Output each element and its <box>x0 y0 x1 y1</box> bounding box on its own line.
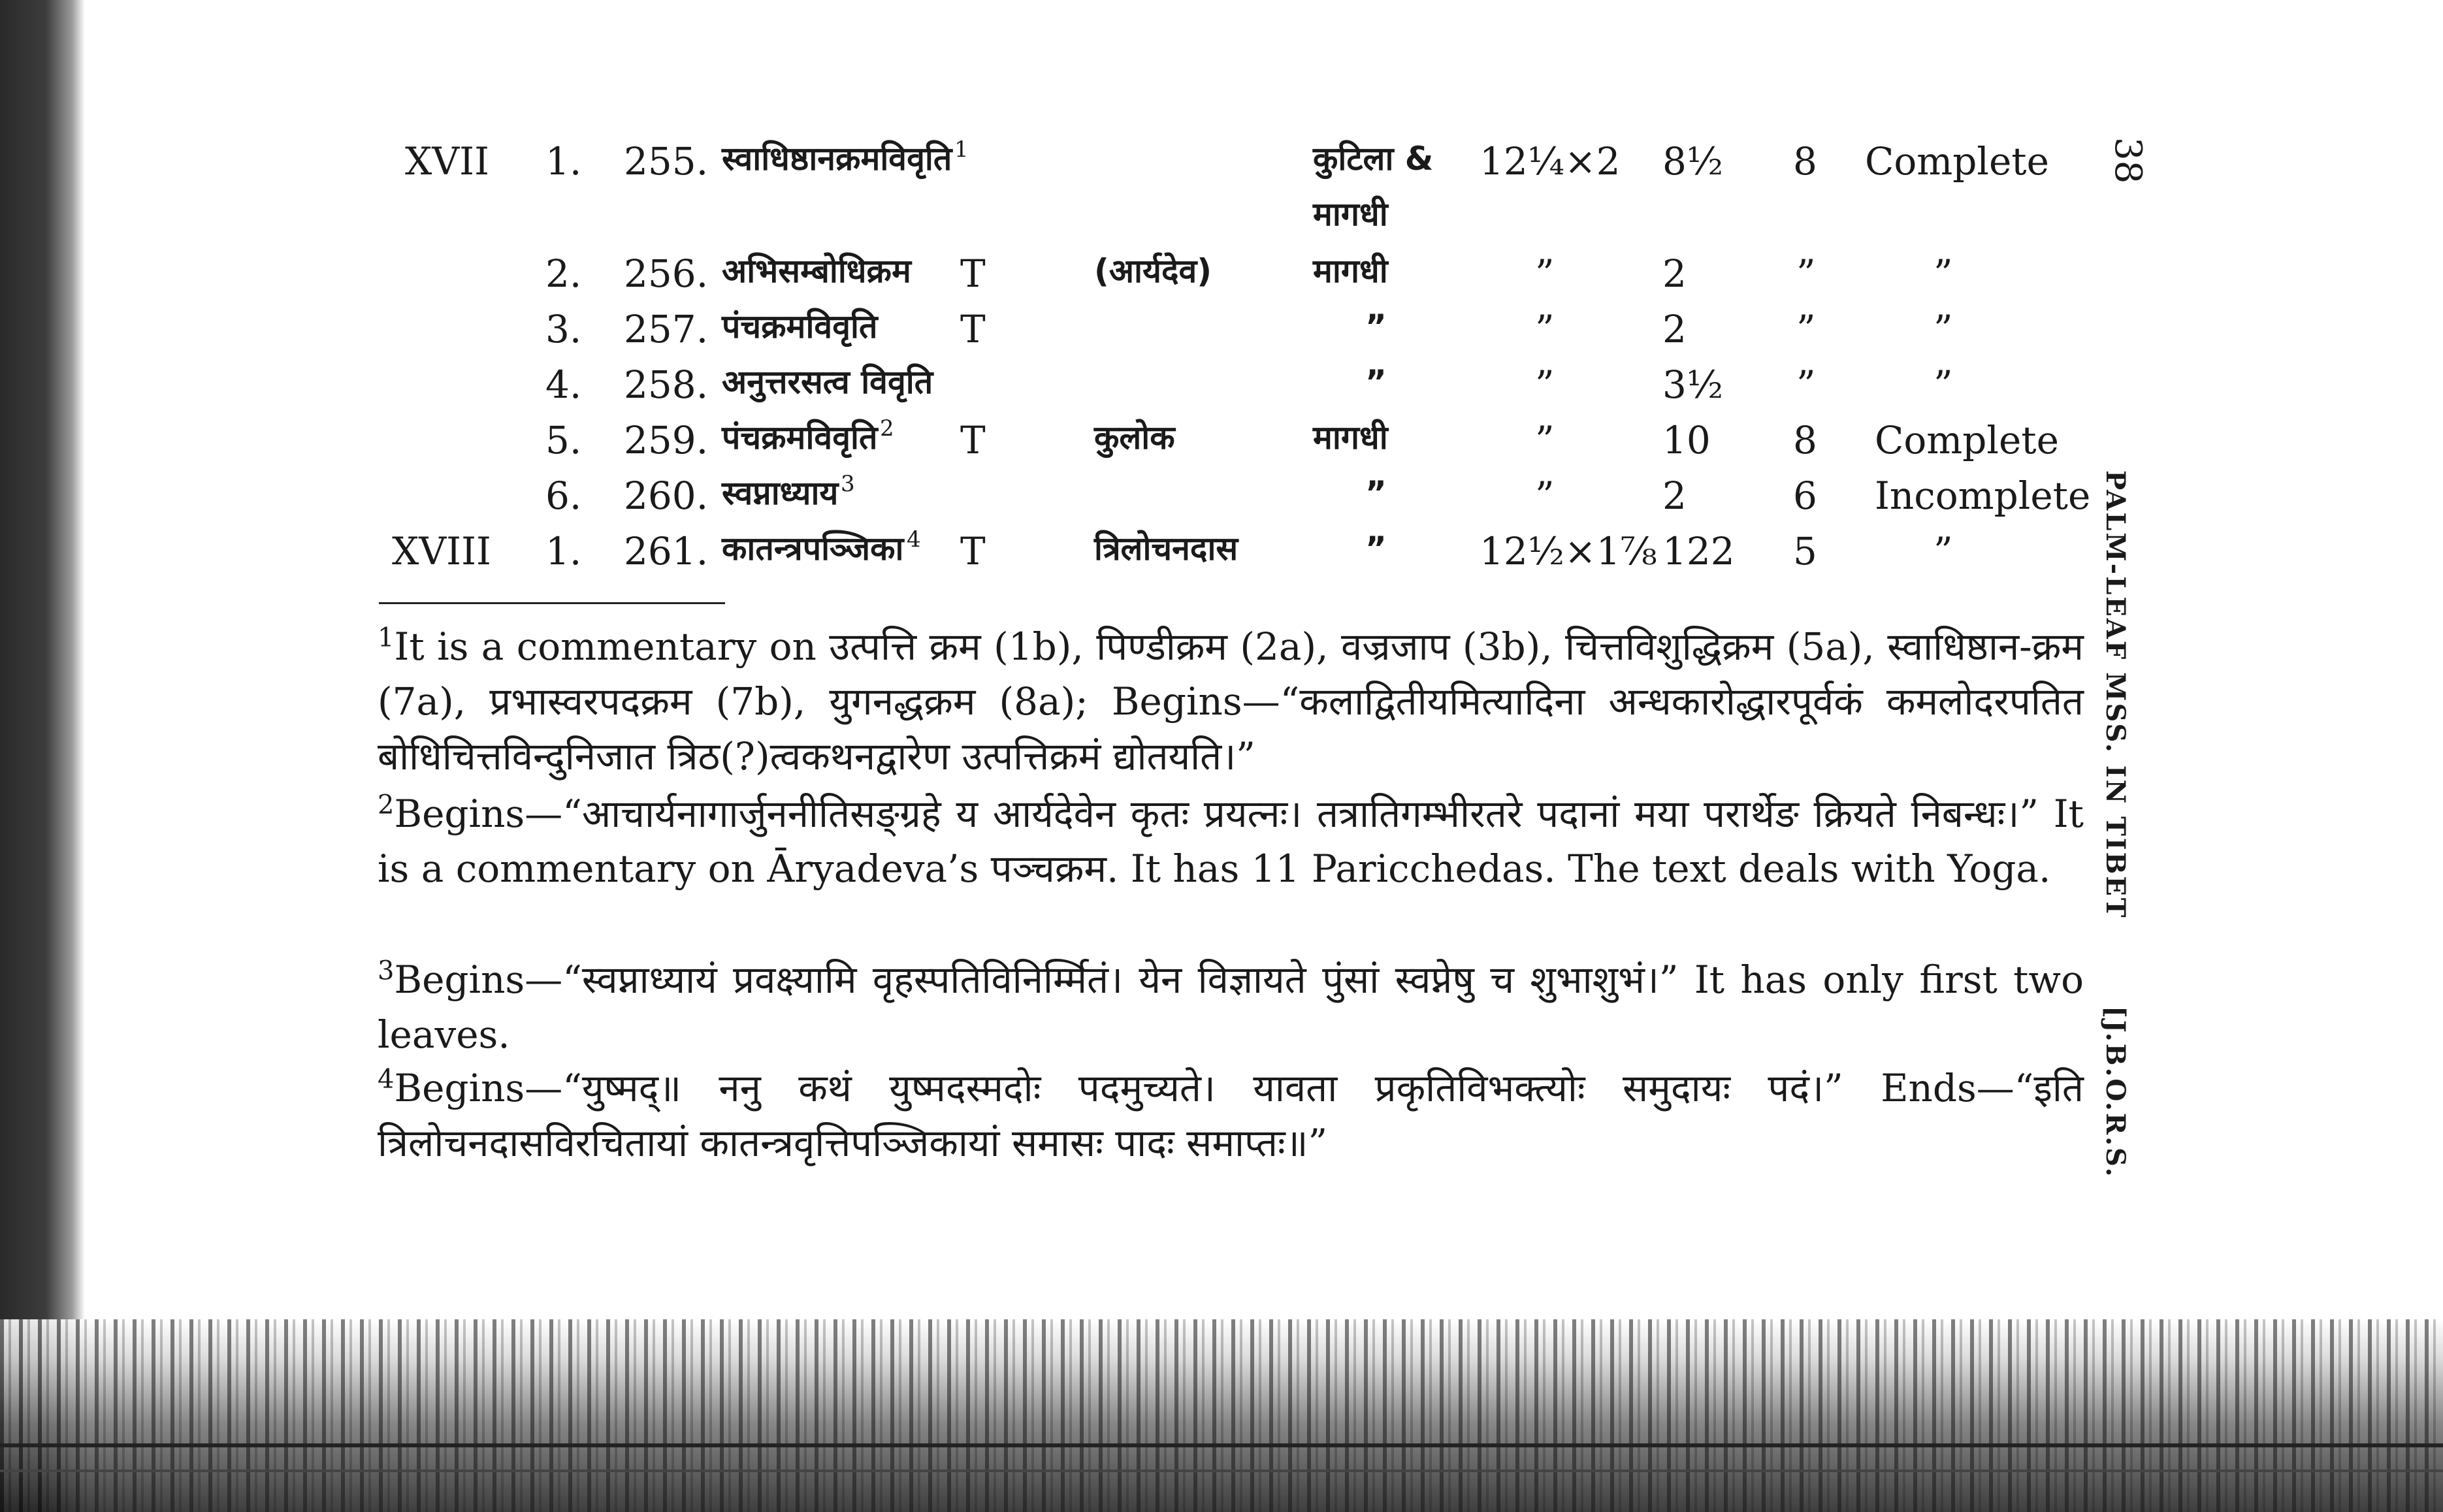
sub-number: 2. <box>545 251 582 296</box>
ms-leaves: 2 <box>1662 474 1687 518</box>
sub-number: 4. <box>545 362 582 407</box>
ms-number: 256. <box>624 251 709 296</box>
ms-leaves: 2 <box>1662 307 1687 351</box>
ms-script-second-line: मागधी <box>1313 195 1388 233</box>
ms-script: मागधी <box>1313 419 1388 457</box>
scan-streak <box>0 1443 2443 1447</box>
tibetan-mark: T <box>960 307 986 351</box>
ms-lines: ” <box>1796 251 1816 296</box>
sub-number: 1. <box>545 529 582 573</box>
ms-title: स्वाधिष्ठानक्रमविवृति <box>722 140 952 178</box>
ms-script: ” <box>1365 308 1387 346</box>
ms-lines: ” <box>1796 307 1816 351</box>
ms-lines: 8 <box>1793 418 1817 462</box>
ms-script: ” <box>1365 530 1387 568</box>
scan-artifact <box>0 1319 2443 1512</box>
page-number: 38 <box>2107 137 2149 184</box>
footnote-marker: 2 <box>880 415 894 442</box>
ms-lines: 8 <box>1793 139 1817 184</box>
ms-script: ” <box>1365 474 1387 512</box>
ms-title: स्वप्नाध्याय <box>722 474 839 512</box>
ms-title: पंचक्रमविवृति <box>722 419 878 457</box>
group-numeral: XVIII <box>392 529 491 573</box>
ms-lines: ” <box>1796 362 1816 407</box>
tibetan-mark: T <box>960 529 986 573</box>
group-numeral: XVII <box>405 139 489 184</box>
scan-streak <box>0 1470 2443 1472</box>
footnote-marker: 1 <box>954 137 969 163</box>
ms-author: त्रिलोचनदास <box>1094 530 1238 568</box>
ms-size: ” <box>1535 418 1555 462</box>
ms-status: ” <box>1933 529 1953 573</box>
sub-number: 6. <box>545 474 582 518</box>
tibetan-mark: T <box>960 418 986 462</box>
footnote-3: $^3$Begins—“स्वप्नाध्यायं प्रवक्ष्यामि वृहस्पतिविनिर्म्मितं। येन विज्ञायते पुंसां स्वप्नेषु च शुभाशुभं।” It has only first two leaves. <box>378 956 2084 1057</box>
footnote-2: $^2$Begins—“आचार्यनागार्जुननीतिसङ्ग्रहे य आर्यदेवेन कृतः प्रयत्नः। तत्रातिगम्भीरतरे पदानां मया परार्थेङ क्रियते निबन्धः।” It is a commentary on Āryadeva’s पञ्चक्रम. It has 11 Paricchedas. The text deals with Yoga. <box>378 790 2084 891</box>
ms-script: कुटिला & <box>1313 140 1434 178</box>
ms-leaves: 2 <box>1662 251 1687 296</box>
ms-title: अनुत्तरसत्व विवृति <box>722 363 933 401</box>
binding-shadow <box>0 0 85 1512</box>
ms-script: मागधी <box>1313 252 1388 290</box>
footnote-4: $^4$Begins—“युष्मद्॥ ननु कथं युष्मदस्मदोः पदमुच्यते। यावता प्रकृतिविभक्त्योः समुदायः पदं।” Ends—“इति त्रिलोचनदासविरचितायां कातन्त्रवृत्तिपञ्जिकायां समासः पादः समाप्तः॥” <box>378 1064 2084 1165</box>
ms-status: Complete <box>1875 418 2059 462</box>
ms-leaves: 8½ <box>1662 139 1724 184</box>
sub-number: 3. <box>545 307 582 351</box>
footnote-marker: 4 <box>907 526 921 553</box>
ms-status: ” <box>1933 362 1953 407</box>
footnote-1: $^1$It is a commentary on उत्पत्ति क्रम (1b), पिण्डीक्रम (2a), वज्रजाप (3b), चित्तविशुद्धिक्रम (5a), स्वाधिष्ठान-क्रम (7a), प्रभास्वरपदक्रम (7b), युगनद्धक्रम (8a); Begins—“कलाद्वितीयमित्यादिना अन्धकारोद्धारपूर्वकं कमलोदरपतित बोधिचित्तविन्दुनिजात त्रिठ(?)त्वकथनद्वारेण उत्पत्तिक्रमं द्योतयति।” <box>378 622 2084 779</box>
ms-size: ” <box>1535 362 1555 407</box>
ms-size: 12¼×2 <box>1480 139 1621 184</box>
ms-size: 12½×1⅞ <box>1480 529 1657 573</box>
ms-number: 257. <box>624 307 709 351</box>
tibetan-mark: T <box>960 251 986 296</box>
ms-title: अभिसम्बोधिक्रम <box>722 252 911 290</box>
journal-name: [J.B.O.R.S. <box>2100 1006 2131 1179</box>
ms-number: 255. <box>624 139 709 184</box>
sub-number: 5. <box>545 418 582 462</box>
footnote-rule <box>379 602 725 604</box>
ms-status: ” <box>1933 251 1953 296</box>
ms-leaves: 122 <box>1662 529 1735 573</box>
ms-size: ” <box>1535 251 1555 296</box>
ms-number: 258. <box>624 362 709 407</box>
ms-size: ” <box>1535 307 1555 351</box>
ms-title: पंचक्रमविवृति <box>722 308 878 346</box>
ms-lines: 6 <box>1793 474 1817 518</box>
ms-author: (आर्यदेव) <box>1094 252 1212 290</box>
ms-number: 261. <box>624 529 709 573</box>
ms-size: ” <box>1535 474 1555 518</box>
running-title: PALM-LEAF MSS. IN TIBET <box>2100 470 2131 920</box>
ms-lines: 5 <box>1793 529 1817 573</box>
ms-title: कातन्त्रपञ्जिका <box>722 530 904 568</box>
ms-script: ” <box>1365 363 1387 401</box>
ms-number: 260. <box>624 474 709 518</box>
ms-number: 259. <box>624 418 709 462</box>
footnote-marker: 3 <box>841 471 855 497</box>
ms-status: Complete <box>1865 139 2049 184</box>
ms-leaves: 10 <box>1662 418 1711 462</box>
ms-status: Incomplete <box>1875 474 2091 518</box>
ms-leaves: 3½ <box>1662 362 1724 407</box>
ms-author: कुलोक <box>1094 419 1175 457</box>
sub-number: 1. <box>545 139 582 184</box>
ms-status: ” <box>1933 307 1953 351</box>
